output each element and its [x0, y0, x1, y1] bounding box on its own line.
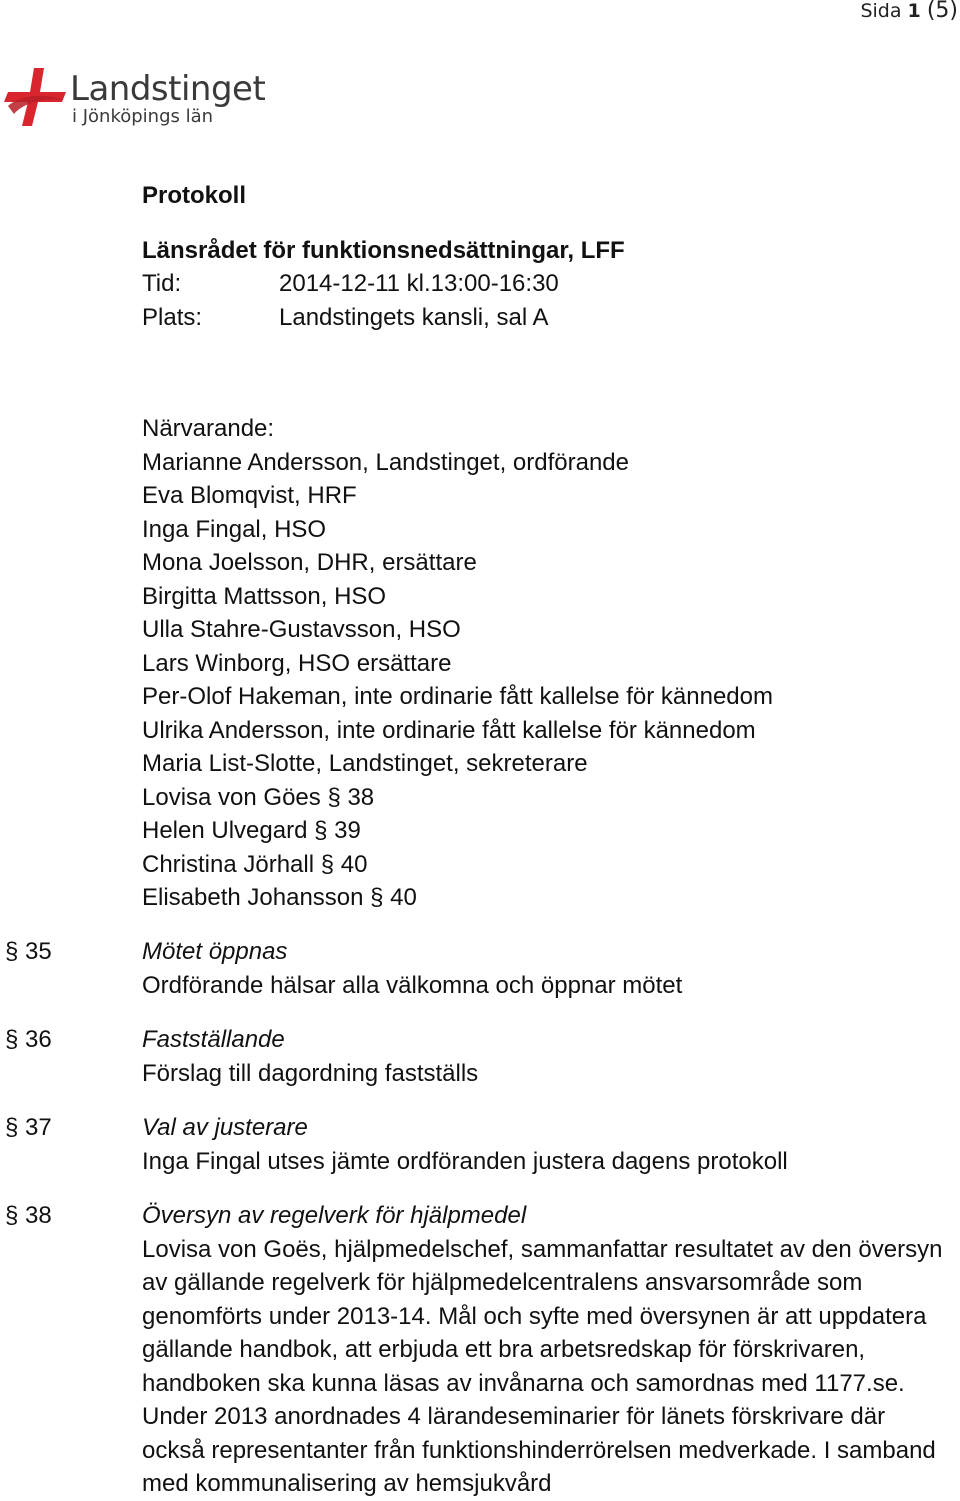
attendee-item: Ulrika Andersson, inte ordinarie fått kallelse för kännedom [142, 716, 756, 744]
attendee-item: Marianne Andersson, Landstinget, ordförande [142, 448, 629, 476]
item-title: Val av justerare [142, 1114, 308, 1141]
attendee-item: Elisabeth Johansson § 40 [142, 884, 417, 911]
attendee-item: Helen Ulvegard § 39 [142, 817, 361, 844]
attendee-list [142, 412, 773, 915]
item-number: § 35 [5, 938, 52, 965]
item-title: Översyn av regelverk för hjälpmedel [142, 1202, 527, 1229]
attendee-item: Christina Jörhall § 40 [142, 850, 368, 878]
place-label: Plats: [142, 304, 203, 331]
logo-subtitle: i Jönköpings län [72, 106, 214, 127]
item-title: Fastställande [142, 1026, 285, 1053]
attendee-item: Lovisa von Göes § 38 [142, 783, 375, 811]
committee-name: Länsrådet för funktionsnedsättningar, LFF [142, 237, 625, 264]
attendee-item: Per-Olof Hakeman, inte ordinarie fått kallelse för kännedom [142, 683, 773, 710]
attendee-item: Lars Winborg, HSO ersättare [142, 649, 452, 677]
item-text: Ordförande hälsar alla välkomna och öppnar mötet [142, 971, 683, 999]
place-value: Landstingets kansli, sal A [279, 304, 549, 331]
page-total: (5) [926, 0, 958, 23]
attendee-item: Eva Blomqvist, HRF [142, 482, 357, 509]
attendance-heading: Närvarande: [142, 415, 275, 442]
attendee-item: Ulla Stahre-Gustavsson, HSO [142, 616, 461, 643]
attendee-item: Inga Fingal, HSO [142, 515, 327, 543]
meta-time-row [142, 270, 559, 298]
page-current: 1 [907, 0, 921, 22]
item-text: Inga Fingal utses jämte ordföranden justera dagens protokoll [142, 1147, 788, 1175]
attendee-item: Birgitta Mattsson, HSO [142, 582, 387, 610]
logo-brand: Landstinget [70, 69, 266, 109]
item-text: Förslag till dagordning fastställs [142, 1059, 479, 1087]
page-label: Sida [860, 0, 902, 22]
item-number: § 38 [5, 1202, 52, 1229]
cross-logo-icon [4, 66, 68, 128]
item-number: § 37 [5, 1114, 52, 1141]
time-label: Tid: [142, 270, 182, 297]
page-number [860, 0, 958, 23]
item-title: Mötet öppnas [142, 938, 288, 965]
meta-place-row [142, 304, 549, 332]
attendee-item: Maria List-Slotte, Landstinget, sekreterare [142, 750, 588, 777]
document-type: Protokoll [142, 182, 247, 209]
attendee-item: Mona Joelsson, DHR, ersättare [142, 549, 477, 576]
organization-logo [4, 66, 266, 132]
item-text: Lovisa von Goës, hjälpmedelschef, sammanfattar resultatet av den översyn av gällande regelverk för hjälpmedelcentralens ansvarsområde som genomförts under 2013-14. Mål och syfte med översynen är att uppdatera gällande handbok, att erbjuda ett bra arbetsredskap för förskrivaren, handboken ska kunna läsas av invånarna och samordnas med 1177.se. Under 2013 anordnades 4 lärandeseminarier för länets förskrivare där också representanter från funktionshinderrörelsen medverkade. I samband med kommunalisering av hemsjukvård [142, 1235, 943, 1497]
item-number: § 36 [5, 1026, 52, 1053]
time-value: 2014-12-11 kl.13:00-16:30 [279, 270, 559, 297]
